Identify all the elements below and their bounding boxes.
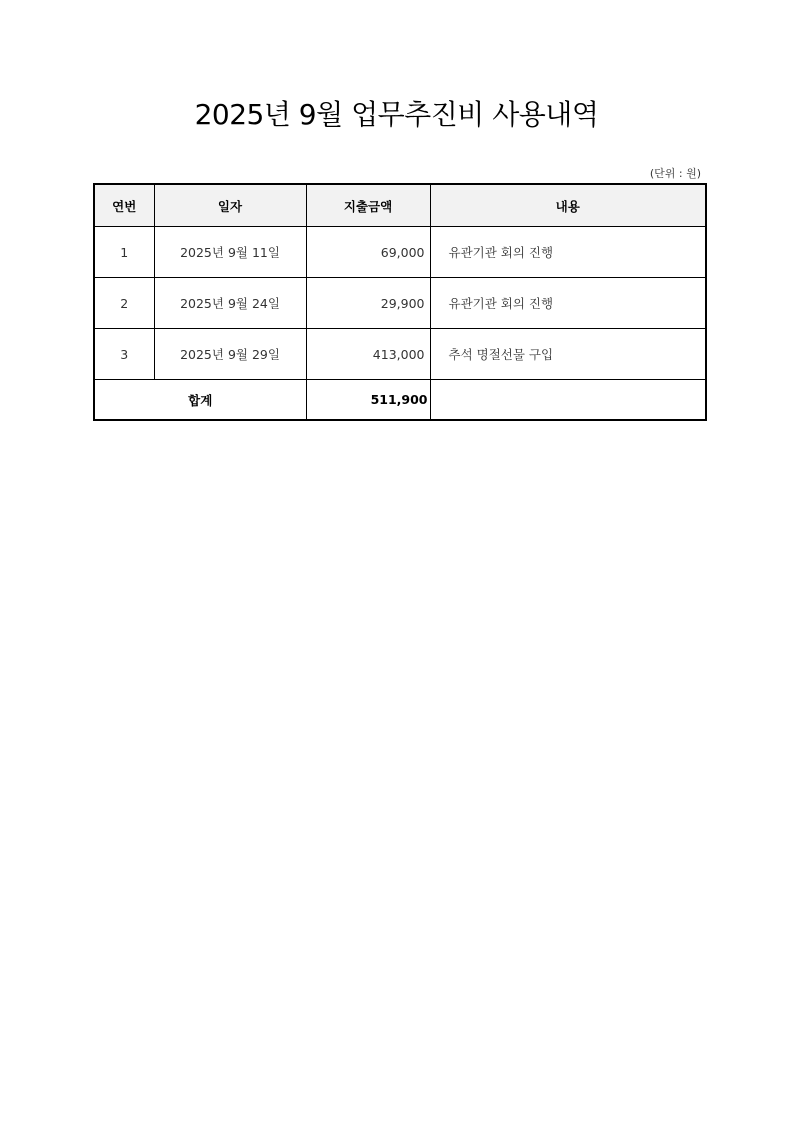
row-no: 1 (94, 227, 154, 278)
table-row (94, 227, 706, 278)
row-date: 2025년 9월 11일 (154, 227, 306, 278)
row-date: 2025년 9월 29일 (154, 329, 306, 380)
total-label: 합계 (94, 380, 306, 421)
row-amount: 413,000 (306, 329, 430, 380)
row-description: 유관기관 회의 진행 (430, 227, 706, 278)
table-row (94, 329, 706, 380)
row-no: 3 (94, 329, 154, 380)
row-amount: 29,900 (306, 278, 430, 329)
table-header (94, 184, 706, 227)
document-title: 2025년 9월 업무추진비 사용내역 (194, 98, 599, 131)
total-amount: 511,900 (306, 380, 430, 421)
header-no: 연번 (94, 184, 154, 227)
table-row (94, 278, 706, 329)
header-description: 내용 (430, 184, 706, 227)
header-amount: 지출금액 (306, 184, 430, 227)
row-date: 2025년 9월 24일 (154, 278, 306, 329)
row-amount: 69,000 (306, 227, 430, 278)
total-description (430, 380, 706, 421)
total-row (94, 380, 706, 421)
header-date: 일자 (154, 184, 306, 227)
row-description: 추석 명절선물 구입 (430, 329, 706, 380)
table-body (94, 227, 706, 421)
row-no: 2 (94, 278, 154, 329)
row-description: 유관기관 회의 진행 (430, 278, 706, 329)
header-row (94, 184, 706, 227)
unit-note: (단위 : 원) (649, 167, 701, 180)
expense-table (93, 183, 707, 421)
